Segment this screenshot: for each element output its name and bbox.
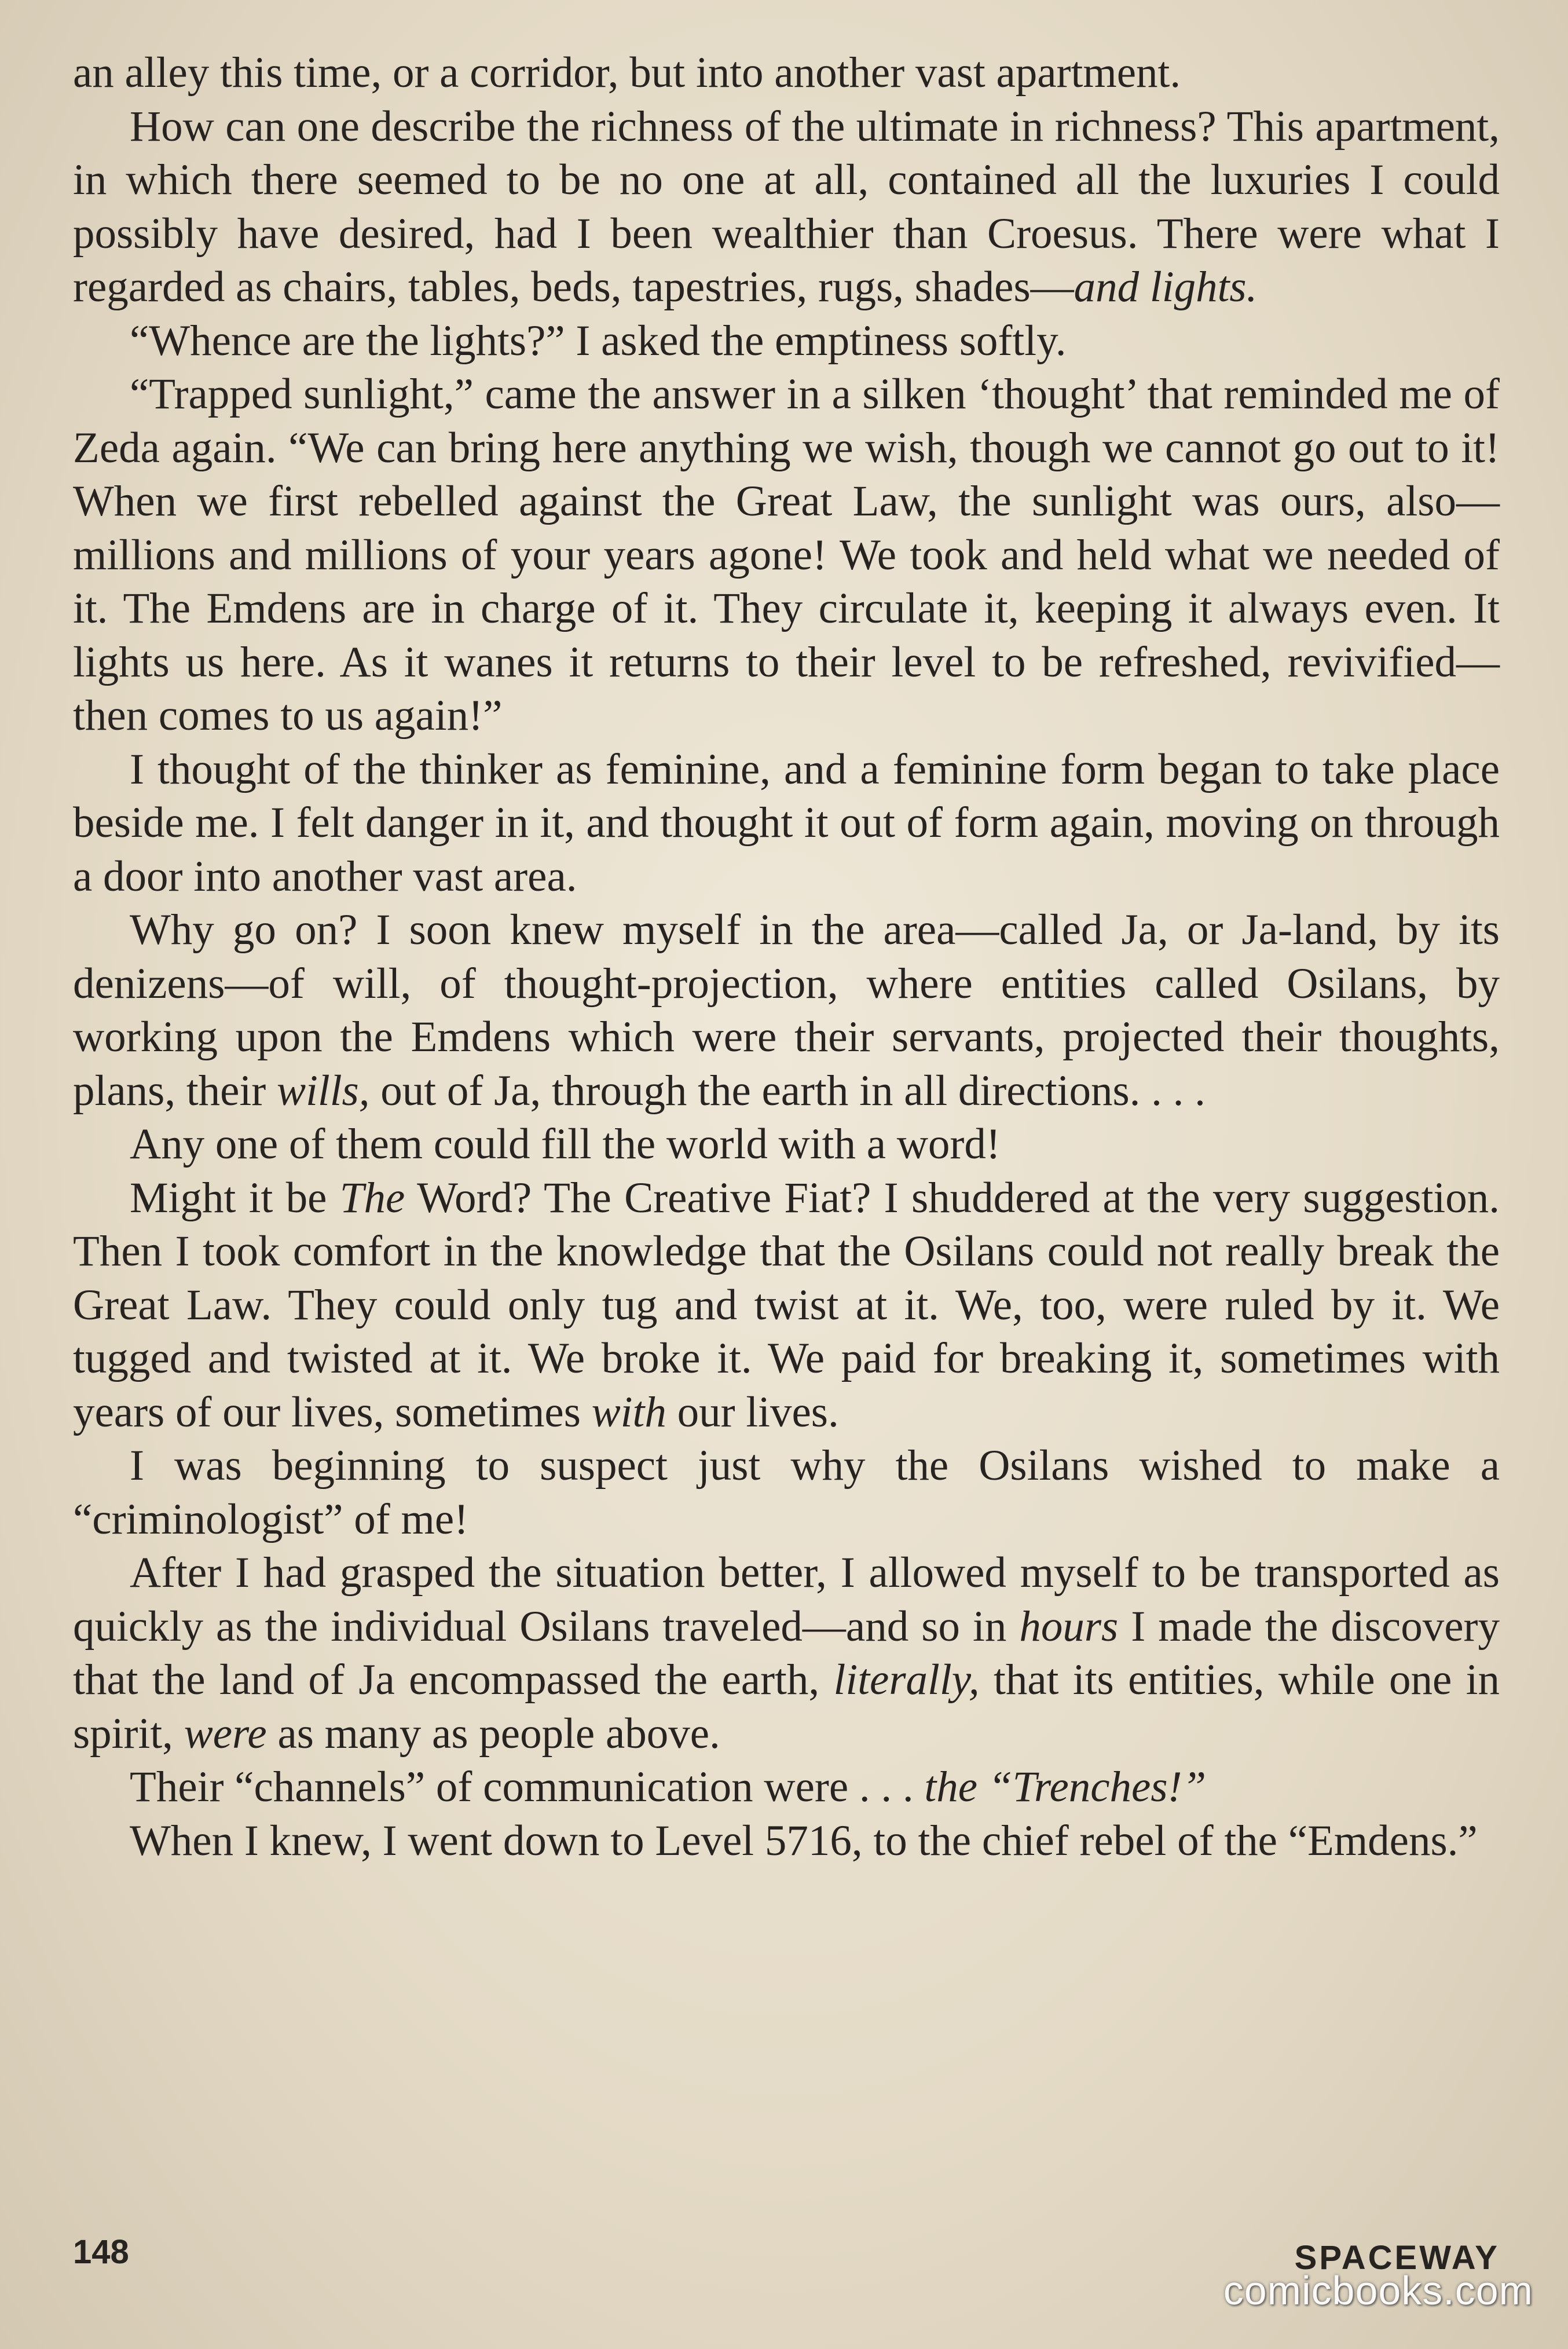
text-run: “Trapped sunlight,” came the answer in a silken ‘thought’ that reminded me of Zeda again. “We can bring here anything we wish, though we cannot go out to it! When we first rebelled against the Great Law, the sunlight was ours, also—millions and millions of your years agone! We took and held what we needed of it. The Emdens are in charge of it. They circulate it, keeping it always even. It lights us here. As it wanes it returns to their level to be refreshed, revivified—then comes to us again!” [73, 370, 1500, 740]
italic-text: were [184, 1709, 267, 1758]
text-run: Might it be [130, 1173, 340, 1222]
text-run: When I knew, I went down to Level 5716, to the chief rebel of the “Emdens.” [130, 1816, 1478, 1865]
italic-text: with [591, 1388, 666, 1436]
paragraph [73, 1814, 1500, 1868]
italic-text: the “Trenches!” [924, 1763, 1207, 1811]
page-number: 148 [73, 2233, 129, 2271]
text-run: Any one of them could fill the world with a word! [130, 1120, 1001, 1168]
paragraph [73, 1439, 1500, 1546]
text-run: Their “channels” of communication were . . . [130, 1763, 925, 1811]
text-run: our lives. [666, 1388, 839, 1436]
text-run: an alley this time, or a corridor, but into another vast apartment. [73, 49, 1181, 97]
paragraph [73, 743, 1500, 904]
italic-text: literally, [833, 1656, 980, 1704]
paragraph [73, 100, 1500, 314]
text-run: I thought of the thinker as feminine, and a feminine form began to take place beside me. I felt danger in it, and thought it out of form again, moving on through a door into another vast area. [73, 745, 1500, 901]
text-run: I was beginning to suspect just why the Osilans wished to make a “criminologist” of me! [73, 1441, 1500, 1543]
text-run: After I had grasped the situation better, I allowed myself to be transported as quickly as the individual Osilans traveled—and so in [73, 1549, 1500, 1651]
italic-text: The [339, 1173, 405, 1222]
text-run: “Whence are the lights?” I asked the emptiness softly. [130, 316, 1067, 365]
text-run: as many as people above. [266, 1709, 720, 1758]
paragraph [73, 1172, 1500, 1440]
paragraph [73, 1761, 1500, 1814]
text-run: Why go on? I soon knew myself in the area—called Ja, or Ja-land, by its denizens—of will, of thought-projection, where entities called Osilans, by working upon the Emdens which were their servants, projected their thoughts, plans, their [73, 906, 1500, 1115]
italic-text: hours [1019, 1602, 1119, 1651]
running-title: SPACEWAY [1294, 2239, 1500, 2277]
text-run: out of Ja, through the earth in all directions. . . . [369, 1066, 1206, 1115]
text-run: that its entities, while one in spirit, [73, 1656, 1500, 1758]
watermark: comicbooks.com [1223, 2268, 1533, 2313]
italic-text: and lights. [1074, 263, 1258, 311]
text-run: I made the discovery that the land of Ja encompassed the earth, [73, 1602, 1500, 1704]
text-run: How can one describe the richness of the ultimate in richness? This apartment, in which there seemed to be no one at all, contained all the luxuries I could possibly have desired, had I been wealthier than Croesus. There were what I regarded as chairs, tables, beds, tapestries, rugs, shades— [73, 102, 1500, 311]
paragraph [73, 46, 1500, 100]
body-text [73, 46, 1500, 1868]
paragraph [73, 368, 1500, 743]
paragraph [73, 1118, 1500, 1172]
paragraph [73, 1546, 1500, 1761]
paragraph [73, 903, 1500, 1118]
text-run: Word? The Creative Fiat? I shuddered at the very suggestion. Then I took comfort in the knowledge that the Osilans could not really break the Great Law. They could only tug and twist at it. We, too, were ruled by it. We tugged and twisted at it. We broke it. We paid for breaking it, sometimes with years of our lives, sometimes [73, 1173, 1500, 1436]
paragraph [73, 314, 1500, 368]
italic-text: wills, [277, 1066, 370, 1115]
